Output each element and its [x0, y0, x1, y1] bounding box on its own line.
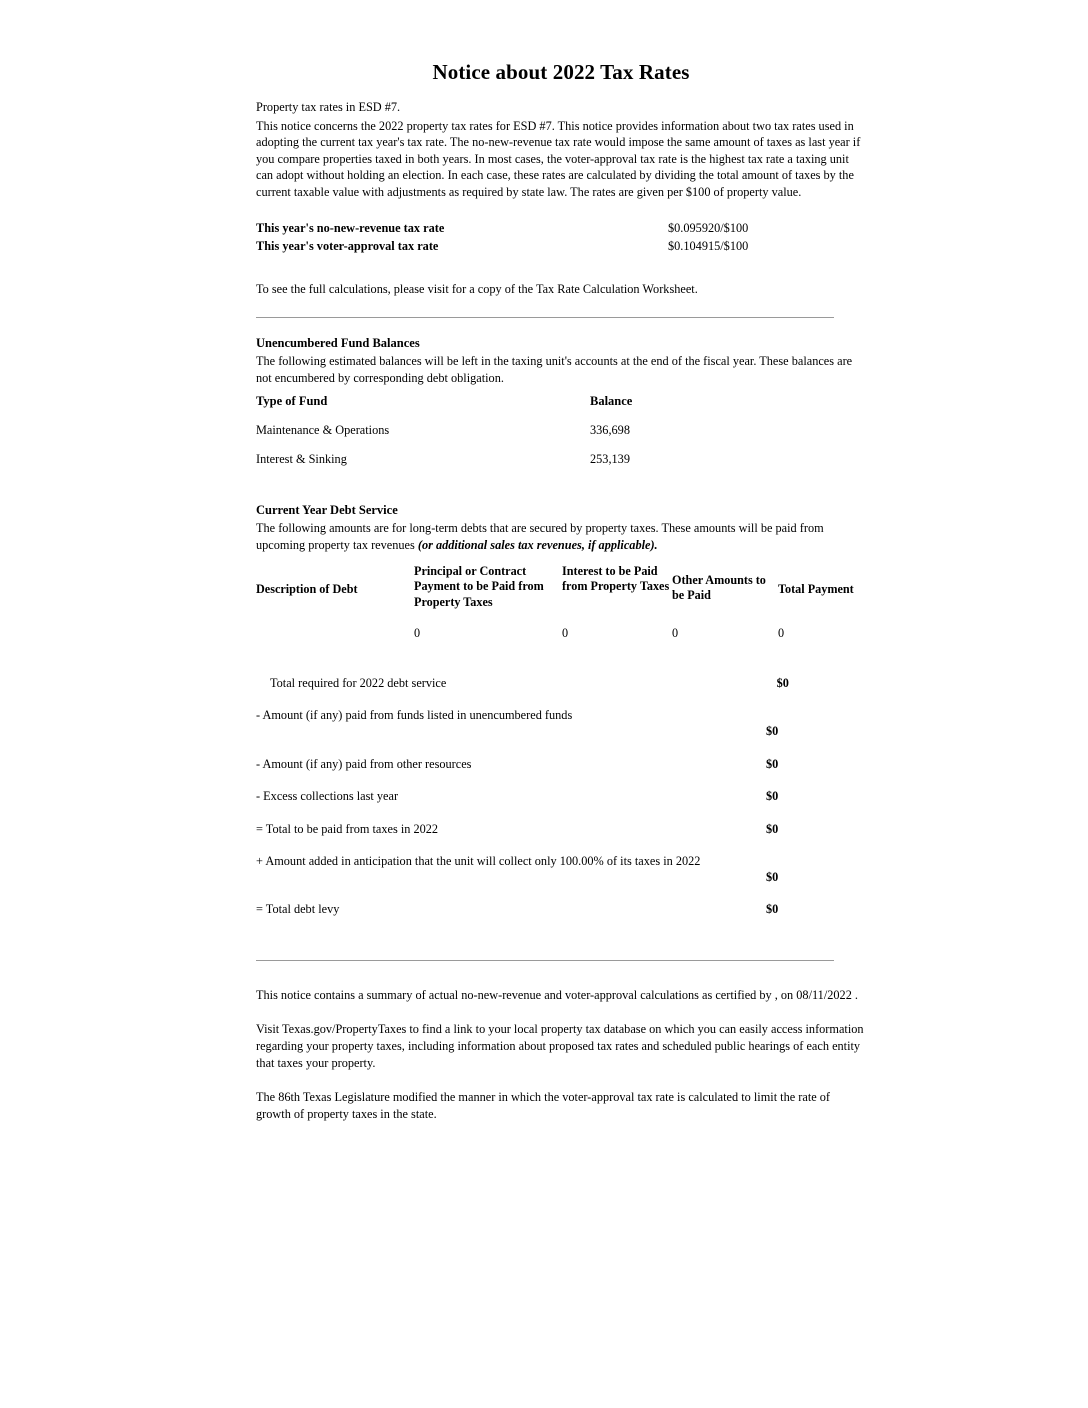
debt-desc-italic: (or additional sales tax revenues, if applicable).: [417, 537, 658, 552]
summary-label: - Amount (if any) paid from other resources: [256, 756, 472, 771]
subtitle: Property tax rates in ESD #7.: [256, 100, 401, 114]
spacer: [256, 1071, 866, 1089]
debt-col-interest: Interest to be Paid from Property Taxes: [562, 563, 670, 594]
debt-service-heading: Current Year Debt Service: [256, 503, 398, 518]
intro-paragraph: This notice concerns the 2022 property tax rates for ESD #7. This notice provides information about two tax rates used in adopting the current tax year's tax rate. The no-new-revenue tax rate would impose the same amount of taxes as last year if you compare properties taxed in both years. In most cases, the voter-approval tax rate is the highest tax rate a taxing unit can adopt without holding an election. In each case, these rates are calculated by dividing the total amount of taxes by the current taxable value with adjustments as required by state law. The rates are given per $100 of property value.: [256, 118, 861, 199]
debt-col-total: Total Payment: [778, 581, 854, 596]
table-row: [256, 626, 866, 641]
summary-label: - Amount (if any) paid from funds listed in unencumbered funds: [256, 708, 573, 723]
debt-value-total: 0: [778, 626, 785, 641]
debt-value-description: [256, 626, 414, 641]
summary-row: [256, 853, 866, 885]
spacer: [256, 467, 866, 493]
fund-balance: 253,139: [590, 452, 630, 467]
spacer: [256, 493, 866, 503]
certification-paragraph: This notice contains a summary of actual no-new-revenue and voter-approval calculations as certified by , on 08/11/2022 .: [256, 987, 858, 1002]
no-new-revenue-rate-label: This year's no-new-revenue tax rate: [256, 220, 445, 235]
fund-name: Interest & Sinking: [256, 452, 347, 467]
table-row: [256, 423, 866, 438]
summary-row: [256, 756, 866, 772]
summary-amount: $0: [766, 756, 779, 771]
summary-amount: $0: [776, 676, 789, 691]
fund-name: Maintenance & Operations: [256, 423, 390, 438]
no-new-revenue-rate-value: $0.095920/$100: [668, 220, 749, 235]
unencumbered-description: The following estimated balances will be left in the taxing unit's accounts at the end of the fiscal year. These balances are not encumbered by corresponding debt obligation.: [256, 354, 853, 385]
database-paragraph: Visit Texas.gov/PropertyTaxes to find a link to your local property tax database on which you can easily access information regarding your property taxes, including information about proposed tax rates and scheduled public hearings of each entity that taxes your property.: [256, 1022, 864, 1070]
summary-label: = Total debt levy: [256, 902, 340, 917]
debt-table-header: [256, 564, 866, 611]
tax-rate-row: [256, 237, 866, 255]
summary-label: + Amount added in anticipation that the unit will collect only 100.00% of its taxes in 2022: [256, 854, 701, 869]
spacer: [256, 255, 866, 281]
table-row: [256, 452, 866, 467]
unencumbered-heading: Unencumbered Fund Balances: [256, 336, 420, 351]
debt-service-description: [256, 520, 866, 553]
fund-balance: 336,698: [590, 423, 630, 438]
legislature-paragraph: The 86th Texas Legislature modified the manner in which the voter-approval tax rate is calculated to limit the rate of growth of property taxes in the state.: [256, 1090, 831, 1121]
summary-amount: $0: [766, 821, 779, 836]
summary-label: = Total to be paid from taxes in 2022: [256, 821, 439, 836]
fund-table-header: [256, 394, 866, 409]
fund-col-balance: Balance: [590, 394, 633, 409]
debt-value-interest: 0: [562, 626, 569, 641]
summary-row: [256, 821, 866, 837]
debt-value-principal: 0: [414, 626, 421, 641]
summary-amount: $0: [766, 789, 779, 804]
page-title: Notice about 2022 Tax Rates: [432, 60, 690, 84]
debt-table: [256, 564, 866, 642]
summary-amount: $0: [766, 902, 779, 917]
summary-row: [256, 788, 866, 804]
spacer: [256, 201, 866, 219]
spacer: [256, 1003, 866, 1021]
worksheet-note: To see the full calculations, please visit for a copy of the Tax Rate Calculation Worksheet.: [256, 281, 698, 296]
document-body: [256, 60, 866, 1122]
fund-col-type: Type of Fund: [256, 394, 328, 409]
voter-approval-rate-value: $0.104915/$100: [668, 238, 749, 253]
summary-amount: $0: [766, 724, 779, 739]
tax-rate-row: [256, 219, 866, 237]
summary-label: Total required for 2022 debt service: [270, 676, 447, 691]
summary-row: [256, 707, 866, 739]
spacer: [256, 961, 866, 987]
summary-row: [256, 901, 866, 917]
debt-col-description: Description of Debt: [256, 581, 358, 596]
debt-value-other: 0: [672, 626, 679, 641]
voter-approval-rate-label: This year's voter-approval tax rate: [256, 238, 439, 253]
summary-row: [256, 675, 866, 691]
debt-col-principal: Principal or Contract Payment to be Paid from Property Taxes: [414, 563, 544, 609]
summary-amount: $0: [766, 870, 779, 885]
summary-label: - Excess collections last year: [256, 789, 399, 804]
spacer: [256, 641, 866, 659]
debt-col-other: Other Amounts to be Paid: [672, 572, 766, 603]
debt-desc-text: The following amounts are for long-term debts that are secured by property taxes. These amounts will be paid from upcoming property tax revenues: [256, 521, 824, 552]
spacer: [256, 318, 866, 336]
